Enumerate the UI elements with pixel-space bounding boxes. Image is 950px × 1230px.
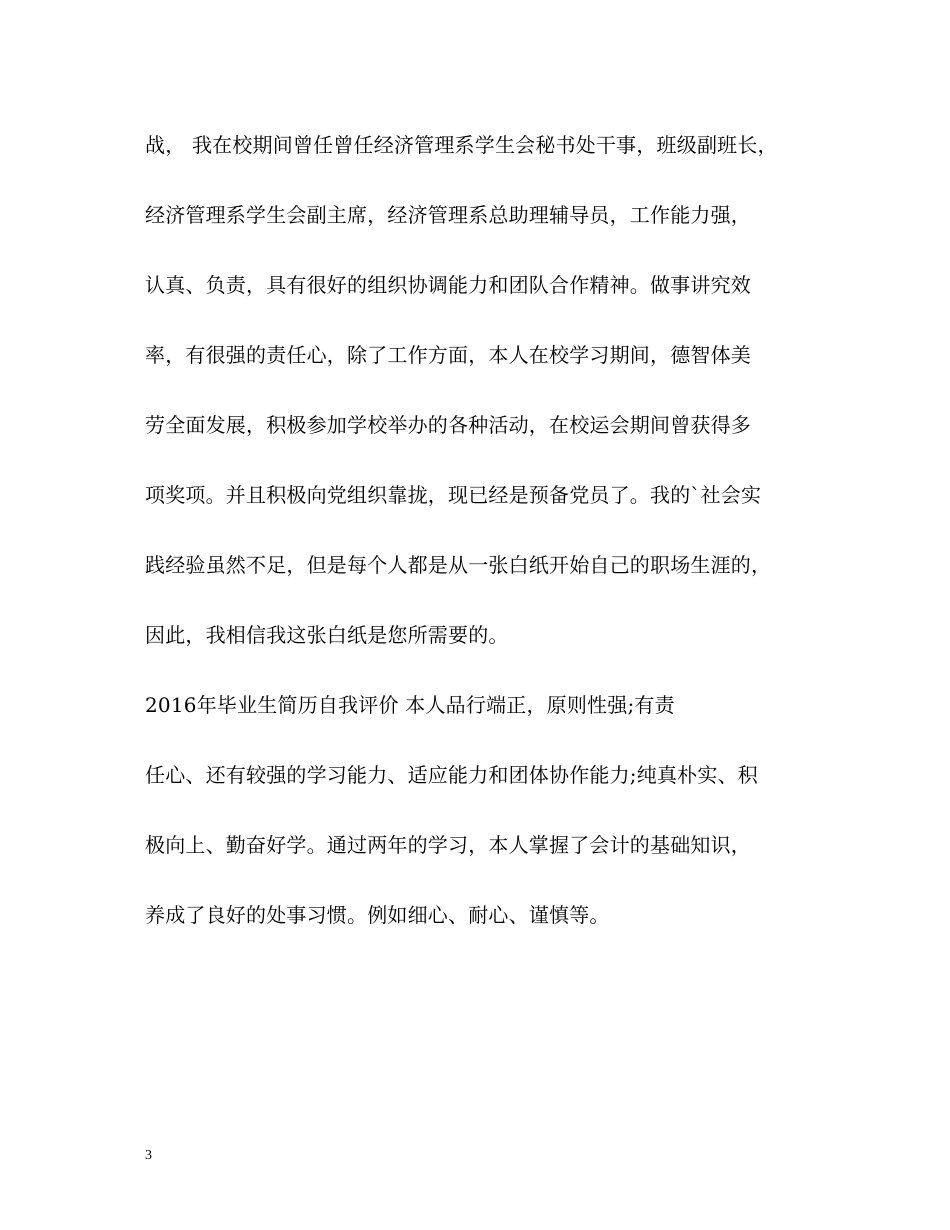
text-line: 因此，我相信我这张白纸是您所需要的。: [145, 623, 509, 647]
page-number: 3: [145, 1148, 152, 1163]
text-line: 践经验虽然不足，但是每个人都是从一张白纸开始自己的职场生涯的，: [145, 553, 772, 577]
text-line: 认真、负责，具有很好的组织协调能力和团队合作精神。做事讲究效: [145, 273, 751, 297]
text-line: 极向上、勤奋好学。通过两年的学习，本人掌握了会计的基础知识，: [145, 833, 751, 857]
text-line: 劳全面发展，积极参加学校举办的各种活动，在校运会期间曾获得多: [145, 413, 751, 437]
text-line: 2016年毕业生简历自我评价 本人品行端正，原则性强;有责: [145, 693, 675, 717]
text-line: 经济管理系学生会副主席，经济管理系总助理辅导员，工作能力强，: [145, 203, 751, 227]
text-line: 任心、还有较强的学习能力、适应能力和团体协作能力;纯真朴实、积: [145, 763, 758, 787]
text-line: 战， 我在校期间曾任曾任经济管理系学生会秘书处干事，班级副班长，: [145, 133, 778, 157]
text-line: 项奖项。并且积极向党组织靠拢，现已经是预备党员了。我的`社会实: [145, 483, 762, 507]
text-line: 养成了良好的处事习惯。例如细心、耐心、谨慎等。: [145, 903, 610, 927]
text-line: 率，有很强的责任心，除了工作方面，本人在校学习期间，德智体美: [145, 343, 751, 367]
